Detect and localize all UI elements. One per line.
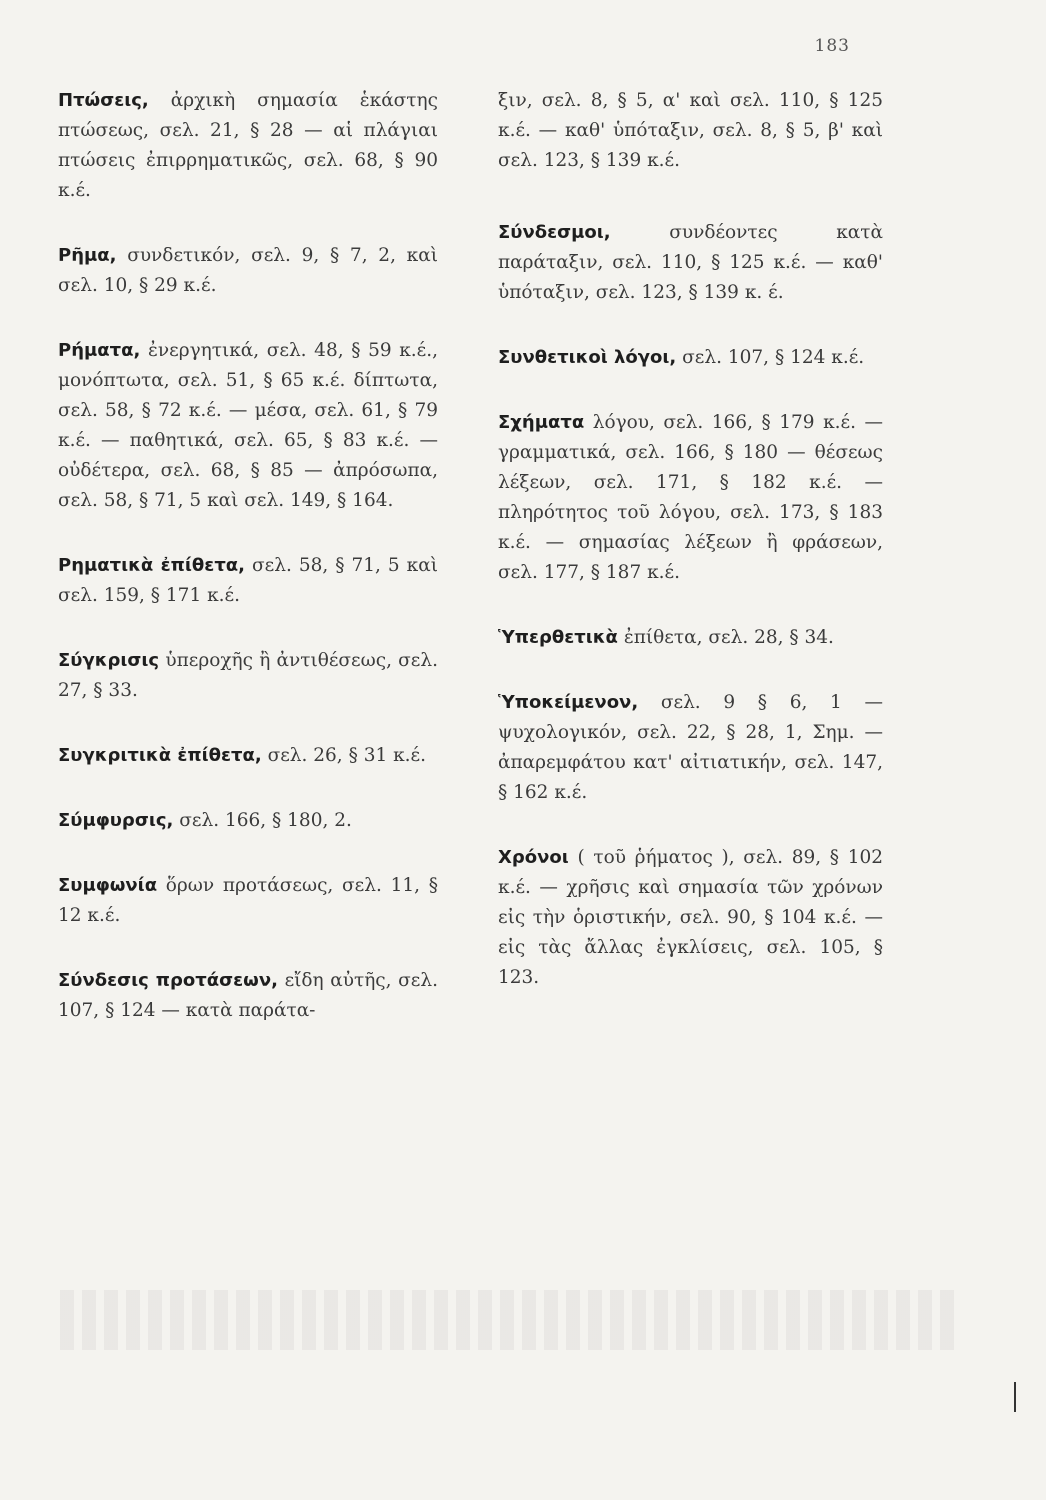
bleed-through-shadow <box>60 1290 960 1350</box>
index-entry-continuation <box>498 86 883 176</box>
entry-headword: Χρόνοι <box>498 847 569 868</box>
index-entry <box>58 241 438 301</box>
index-entry <box>498 218 883 308</box>
entry-headword: Συμφωνία <box>58 875 158 896</box>
entry-headword: Ρήματα, <box>58 340 141 361</box>
entry-references: ὑπεροχῆς ἢ ἀντιθέσεως, σελ. 27, § 33. <box>58 650 438 701</box>
entry-headword: Συγκριτικὰ ἐπίθετα, <box>58 745 262 766</box>
index-column-left <box>58 86 438 1061</box>
entry-references: εἴδη αὐτῆς, σελ. 107, § 124 — κατὰ παράτα- <box>58 970 438 1021</box>
entry-references: ξιν, σελ. 8, § 5, α' καὶ σελ. 110, § 125 κ.έ. — καθ' ὑπόταξιν, σελ. 8, § 5, β' καὶ σελ. 123, § 139 κ.έ. <box>498 90 883 171</box>
index-entry <box>58 646 438 706</box>
entry-references: σελ. 9 § 6, 1 — ψυχολογικόν, σελ. 22, § 28, 1, Σημ. — ἀπαρεμφάτου κατ' αἰτιατικήν, σελ. 147, § 162 κ.έ. <box>498 692 883 803</box>
entry-references: συνδετικόν, σελ. 9, § 7, 2, καὶ σελ. 10, § 29 κ.έ. <box>58 245 438 296</box>
index-entry <box>498 843 883 993</box>
entry-references: ἐνεργητικά, σελ. 48, § 59 κ.έ., μονόπτωτα, σελ. 51, § 65 κ.έ. δίπτωτα, σελ. 58, § 72 κ.έ. — μέσα, σελ. 61, § 79 κ.έ. — παθητικά, σελ. 65, § 83 κ.έ. — οὐδέτερα, σελ. 68, § 85 — ἀπρόσωπα, σελ. 58, § 71, 5 καὶ σελ. 149, § 164. <box>58 340 439 511</box>
index-entry <box>58 966 438 1026</box>
margin-mark <box>1014 1382 1016 1412</box>
index-entry <box>58 806 438 836</box>
entry-references: ἐπίθετα, σελ. 28, § 34. <box>623 627 834 648</box>
index-entry <box>58 336 438 516</box>
entry-references: σελ. 26, § 31 κ.έ. <box>267 745 427 766</box>
entry-headword: Ὑποκείμενον, <box>498 692 639 713</box>
index-entry <box>58 551 438 611</box>
entry-headword: Ὑπερθετικὰ <box>498 627 618 648</box>
entry-references: συνδέοντες κατὰ παράταξιν, σελ. 110, § 125 κ.έ. — καθ' ὑπόταξιν, σελ. 123, § 139 κ. έ. <box>498 222 883 303</box>
entry-headword: Σύνδεσις προτάσεων, <box>58 970 278 991</box>
entry-headword: Ρῆμα, <box>58 245 117 266</box>
index-entry <box>498 623 883 653</box>
index-entry <box>498 408 883 588</box>
entry-references: ὅρων προτάσεως, σελ. 11, § 12 κ.έ. <box>58 875 438 926</box>
entry-references: ἀρχικὴ σημασία ἑκάστης πτώσεως, σελ. 21, § 28 — αἱ πλάγιαι πτώσεις ἐπιρρηματικῶς, σελ. 68, § 90 κ.έ. <box>58 90 438 201</box>
entry-headword: Ρηματικὰ ἐπίθετα, <box>58 555 246 576</box>
entry-references: λόγου, σελ. 166, § 179 κ.έ. — γραμματικά, σελ. 166, § 180 — θέσεως λέξεων, σελ. 171, § 182 κ.έ. — πληρότητος τοῦ λόγου, σελ. 173, § 183 κ.έ. — σημασίας λέξεων ἢ φράσεων, σελ. 177, § 187 κ.έ. <box>498 412 883 583</box>
entry-headword: Πτώσεις, <box>58 90 149 111</box>
index-entry <box>498 688 883 808</box>
entry-headword: Συνθετικοὶ λόγοι, <box>498 347 677 368</box>
index-entry <box>58 86 438 206</box>
index-column-right <box>498 86 883 1028</box>
index-entry <box>58 741 438 771</box>
entry-headword: Σχήματα <box>498 412 585 433</box>
entry-references: ( τοῦ ῥήματος ), σελ. 89, § 102 κ.έ. — χρῆσις καὶ σημασία τῶν χρόνων εἰς τὴν ὁριστικήν, σελ. 90, § 104 κ.έ. — εἰς τὰς ἄλλας ἐγκλίσεις, σελ. 105, § 123. <box>498 847 884 988</box>
index-entry <box>498 343 883 373</box>
page-number: 183 <box>814 36 850 56</box>
entry-references: σελ. 107, § 124 κ.έ. <box>682 347 865 368</box>
entry-references: σελ. 166, § 180, 2. <box>179 810 352 831</box>
index-entry <box>58 871 438 931</box>
entry-references: σελ. 58, § 71, 5 καὶ σελ. 159, § 171 κ.έ. <box>58 555 438 606</box>
entry-headword: Σύγκρισις <box>58 650 160 671</box>
entry-headword: Σύμφυρσις, <box>58 810 174 831</box>
entry-headword: Σύνδεσμοι, <box>498 222 611 243</box>
